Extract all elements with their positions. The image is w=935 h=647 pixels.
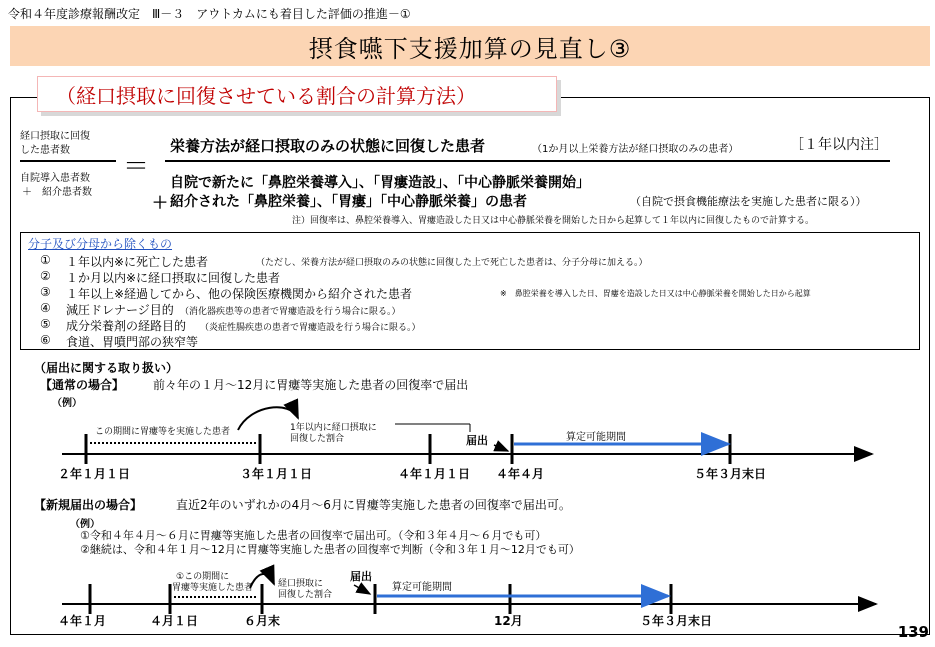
page-title: 摂食嚥下支援加算の見直し③	[10, 26, 930, 66]
exclusion-text: １年以上※経過してから、他の保険医療機関から紹介された患者	[66, 287, 413, 301]
left-denominator-1: 自院導入患者数	[20, 173, 90, 184]
left-numerator-1: 経口摂取に回復	[20, 131, 90, 142]
timeline2-billable-label: 算定可能期間	[392, 582, 452, 593]
timeline2-date: ５年３月末日	[640, 614, 713, 628]
timeline2-date: ６月末	[244, 614, 281, 628]
timeline1-recovery-label: 回復した割合	[290, 434, 345, 444]
example-label-2: （例）	[70, 519, 100, 530]
timeline1-filing-label: 届出	[466, 434, 488, 447]
filing-heading: （届出に関する取り扱い）	[34, 361, 179, 375]
timeline2-filing-label: 届出	[350, 570, 372, 583]
timeline1-date: ４年１月１日	[398, 467, 471, 481]
timeline1-period-label: この期間に胃瘻等を実施した患者	[95, 427, 231, 437]
exclusion-num: ⑤	[40, 317, 51, 331]
new-case-label: 【新規届出の場合】	[34, 498, 143, 512]
exclusion-text: 食道、胃噴門部の狭窄等	[66, 335, 199, 349]
example-label: （例）	[52, 398, 82, 409]
denominator-plus: ＋	[152, 193, 169, 212]
timeline2-period-label: ①この期間に	[176, 572, 230, 582]
equals-sign: ＝	[123, 152, 150, 182]
denominator-line1: 自院で新たに「鼻腔栄養導入」、「胃瘻造設」、「中心静脈栄養開始」	[170, 175, 590, 191]
exclusion-num: ⑥	[40, 333, 51, 347]
formula-note: 注）回復率は、鼻腔栄養導入、胃瘻造設した日又は中心静脈栄養を開始した日から起算して１年以内に回復したもので計算する。	[292, 216, 815, 226]
timeline2-recovery-label: 経口摂取に	[278, 579, 324, 589]
numerator-main: 栄養方法が経口摂取のみの状態に回復した患者	[170, 137, 486, 155]
timeline1-filing-arrow	[494, 445, 508, 451]
numerator-sub: （1か月以上栄養方法が経口摂取のみの患者）	[532, 144, 739, 155]
exclusion-note: （炎症性腸疾患の患者で胃瘻造設を行う場合に限る。）	[200, 323, 421, 333]
timeline1-date: ５年３月末日	[694, 467, 767, 481]
timeline2-recovery-label: 回復した割合	[278, 590, 333, 600]
timeline1-curve-arrow	[238, 407, 298, 430]
timeline1-date: ４年４月	[496, 467, 545, 481]
page-number: 139	[897, 623, 929, 641]
exclusion-num: ③	[40, 285, 51, 299]
exclusion-note: ※ 鼻腔栄養を導入した日、胃瘻を造設した日又は中心静脈栄養を開始した日から起算	[500, 289, 811, 298]
exclusion-text: １年以内※に死亡した患者	[66, 255, 209, 269]
normal-case-label: 【通常の場合】	[40, 378, 125, 392]
exclusion-note: （消化器疾患等の患者で胃瘻造設を行う場合に限る。）	[180, 307, 401, 317]
exclusion-num: ④	[40, 301, 51, 315]
timeline2-date: ４月１日	[150, 614, 199, 628]
timeline2-date: 12月	[494, 614, 523, 628]
timeline2-period-label: 胃瘻等実施した患者	[172, 583, 254, 593]
exclusion-text: 成分栄養剤の経路目的	[66, 319, 187, 333]
breadcrumb: 令和４年度診療報酬改定 Ⅲ－３ アウトカムにも着目した評価の推進－①	[8, 7, 411, 21]
timeline1-date: ２年１月１日	[58, 467, 131, 481]
left-denominator-2: ＋ 紹介患者数	[22, 187, 92, 198]
denominator-sub: （自院で摂食機能療法を実施した患者に限る））	[630, 195, 867, 208]
exclusion-num: ①	[40, 253, 51, 267]
new-case-text: 直近2年のいずれかの4月～6月に胃瘻等実施した患者の回復率で届出可。	[176, 498, 571, 512]
timeline1-billable-label: 算定可能期間	[566, 432, 626, 443]
timeline2-date: ４年１月	[58, 614, 107, 628]
timeline2-filing-arrow	[354, 585, 370, 594]
exclusion-heading: 分子及び分母から除くもの	[28, 237, 173, 251]
subtitle: （経口摂取に回復させている割合の計算方法）	[37, 76, 557, 112]
new-case-line2: ②継続は、令和４年１月～12月に胃瘻等実施した患者の回復率で判断（令和３年１月～12月でも可）	[80, 543, 580, 556]
timeline1-recovery-label: 1年以内に経口摂取に	[290, 423, 377, 433]
exclusion-note: （ただし、栄養方法が経口摂取のみの状態に回復した上で死亡した患者は、分子分母に加える。）	[256, 258, 648, 268]
exclusion-text: 減圧ドレナージ目的	[66, 303, 174, 317]
exclusion-num: ②	[40, 269, 51, 283]
normal-case-text: 前々年の１月～12月に胃瘻等実施した患者の回復率で届出	[153, 378, 469, 392]
denominator-line2: 紹介された「鼻腔栄養」、「胃瘻」「中心静脈栄養」の患者	[170, 194, 527, 210]
timeline1-date: ３年１月１日	[240, 467, 313, 481]
new-case-line1: ①令和４年４月～６月に胃瘻等実施した患者の回復率で届出可。（令和３年４月～６月でも可）	[80, 529, 547, 542]
numerator-bracket: ［１年以内注］	[790, 137, 888, 153]
exclusion-text: １か月以内※に経口摂取に回復した患者	[66, 271, 281, 285]
left-numerator-2: した患者数	[20, 145, 70, 156]
